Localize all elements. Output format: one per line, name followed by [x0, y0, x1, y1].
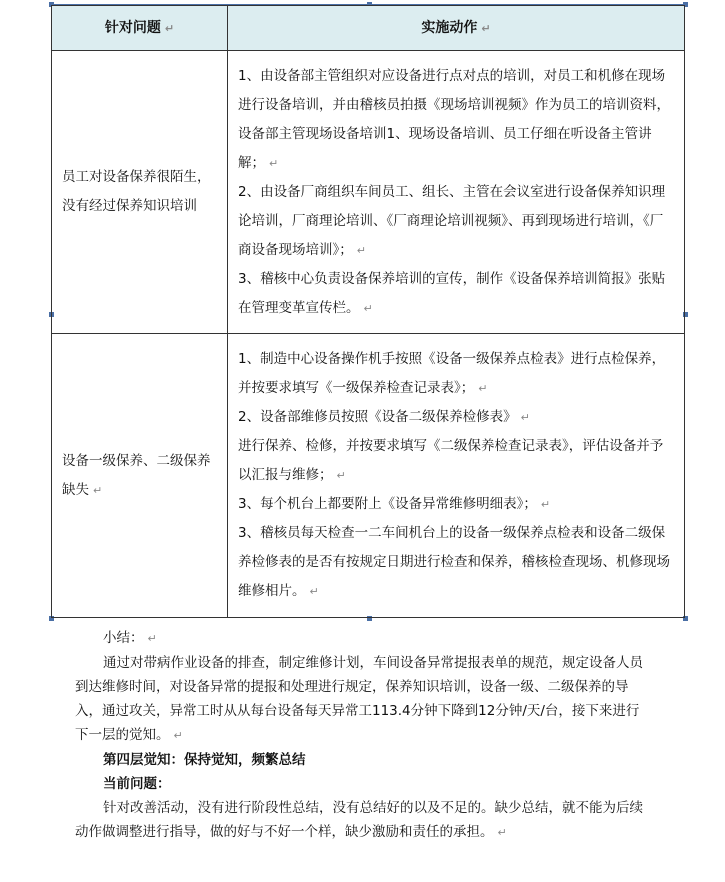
header-action[interactable]: 实施动作 ↵	[228, 6, 685, 51]
table-header-row	[52, 6, 685, 51]
header-problem[interactable]: 针对问题 ↵	[52, 6, 228, 51]
summary-label: 小结： ↵	[103, 630, 157, 646]
problem-cell[interactable]: 设备一级保养、二级保养缺失 ↵	[52, 334, 228, 618]
action-paragraph: 3、稽核员每天检查一二车间机台上的设备一级保养点检表和设备二级保养检修表的是否有按规定日期进行检查和保养，稽核检查现场、机修现场维修相片。 ↵	[238, 525, 670, 599]
section-title: 第四层觉知：保持觉知，频繁总结	[103, 752, 306, 768]
action-paragraph: 3、每个机台上都要附上《设备异常维修明细表》； ↵	[238, 496, 551, 512]
action-paragraph: 3、稽核中心负责设备保养培训的宣传，制作《设备保养培训简报》张贴在管理变革宣传栏。 ↵	[238, 270, 666, 316]
action-paragraph: 2、设备部维修员按照《设备二级保养检修表》 ↵	[238, 409, 530, 425]
table-row	[52, 334, 685, 618]
summary-section	[75, 626, 645, 845]
section-subtitle: 当前问题：	[103, 776, 171, 792]
action-cell[interactable]	[228, 51, 685, 334]
section-text: 针对改善活动，没有进行阶段性总结，没有总结好的以及不足的。缺少总结，就不能为后续动作做调整进行指导，做的好与不好一个样，缺少激励和责任的承担。 ↵	[75, 800, 643, 840]
problem-cell[interactable]: 员工对设备保养很陌生，没有经过保养知识培训	[52, 51, 228, 334]
summary-text: 通过对带病作业设备的排查，制定维修计划，车间设备异常提报表单的规范，规定设备人员到达维修时间，对设备异常的提报和处理进行规定，保养知识培训，设备一级、二级保养的导入，通过攻关，异常工时从从每台设备每天异常工113.4分钟下降到12分钟/天/台，接下来进行下一层的觉知。 ↵	[75, 655, 643, 743]
action-paragraph: 进行保养、检修，并按要求填写《二级保养检查记录表》，评估设备并予以汇报与维修； ↵	[238, 438, 664, 483]
action-paragraph: 2、由设备厂商组织车间员工、组长、主管在会议室进行设备保养知识理论培训，厂商理论培训、《厂商理论培训视频》、再到现场进行培训，《厂商设备现场培训》； ↵	[238, 183, 666, 258]
action-paragraph: 1、制造中心设备操作机手按照《设备一级保养点检表》进行点检保养，并按要求填写《一级保养检查记录表》； ↵	[238, 351, 666, 396]
measures-table	[51, 5, 685, 618]
action-cell[interactable]	[228, 334, 685, 618]
action-paragraph: 1、由设备部主管组织对应设备进行点对点的培训，对员工和机修在现场进行设备培训，并由稽核员拍摄《现场培训视频》作为员工的培训资料，设备部主管现场设备培训1、现场设备培训、员工仔细在听设备主管讲解； ↵	[238, 67, 670, 171]
table-row	[52, 51, 685, 334]
